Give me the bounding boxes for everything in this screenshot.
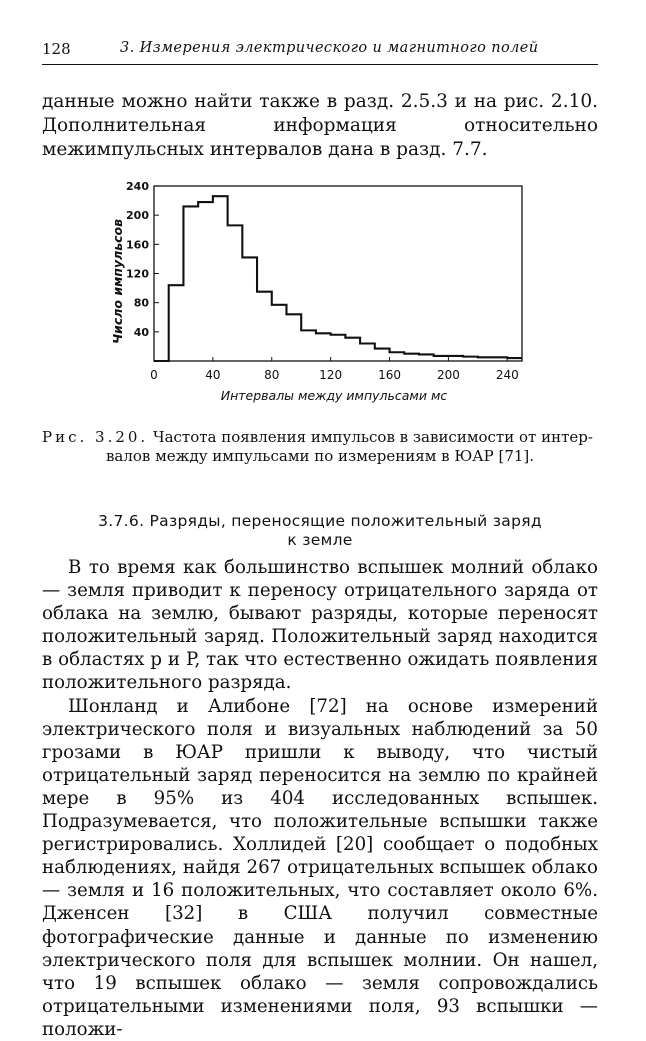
y-tick-label: 120 (126, 267, 149, 281)
y-tick-label: 200 (126, 209, 149, 223)
paragraph-1: В то время как большинство вспышек молний облако— земля приводит к переносу отрицательного заряда от облака на землю, бывают разряды, которые переносят положительный заряд. Положительный заряд находится в областях p и P, так что естественно ожидать появления положительного разряда. (42, 557, 598, 694)
figure-caption (42, 428, 598, 466)
intro-paragraph (42, 90, 598, 162)
x-axis-label: Интервалы между импульсами мс (220, 388, 448, 403)
y-tick-label: 160 (126, 238, 149, 252)
section-heading (42, 512, 598, 550)
running-header (42, 36, 598, 65)
x-tick-label: 120 (319, 368, 343, 382)
interval-histogram (110, 180, 530, 408)
x-tick-label: 80 (264, 368, 280, 382)
section-heading-line-2: к земле (287, 531, 353, 549)
x-tick-label: 200 (436, 368, 460, 382)
intro-text: данные можно найти также в разд. 2.5.3 и на рис. 2.10. Дополнительная информация относительно межимпульсных интервалов дана в разд. 7.7. (42, 91, 598, 160)
y-tick-label: 40 (133, 325, 149, 339)
caption-label: Рис. 3.20. (42, 428, 149, 446)
x-tick-label: 0 (150, 368, 158, 382)
paragraph-2: Шонланд и Алибоне [72] на основе измерений электрического поля и визуальных наблюдений за 50 грозами в ЮАР пришли к выводу, что чистый отрицательный заряд переносится на землю по крайней мере в 95% из 404 исследованных вспышек. Подразумевается, что положительные вспышки также регистрировались. Холлидей [20] сообщает о подобных наблюдениях, найдя 267 отрицательных вспышек облако — земля и 16 положительных, что составляет около 6%. Дженсен [32] в США получил совместные фотографические данные и данные по изменению электрического поля для вспышек молнии. Он нашел, что 19 вспышек облако — земля сопровождались отрицательными изменениями поля, 93 вспышки — положи- (42, 695, 598, 1040)
y-axis-label: Число импульсов (110, 218, 125, 345)
running-title: 3. Измерения электрического и магнитного полей (120, 40, 539, 56)
x-tick-label: 160 (378, 368, 401, 382)
x-tick-label: 40 (205, 368, 221, 382)
y-tick-label: 240 (126, 180, 149, 193)
x-tick-label: 240 (495, 368, 519, 382)
caption-line-2: валов между импульсами по измерениям в ЮАР [71]. (105, 447, 535, 465)
page-number: 128 (42, 40, 71, 58)
body-text (42, 556, 598, 1041)
histogram-step-line (154, 196, 522, 361)
y-tick-label: 80 (133, 296, 149, 310)
section-heading-line-1: 3.7.6. Разряды, переносящие положительный заряд (98, 512, 542, 530)
caption-line-1: Частота появления импульсов в зависимости от интер- (152, 428, 593, 446)
